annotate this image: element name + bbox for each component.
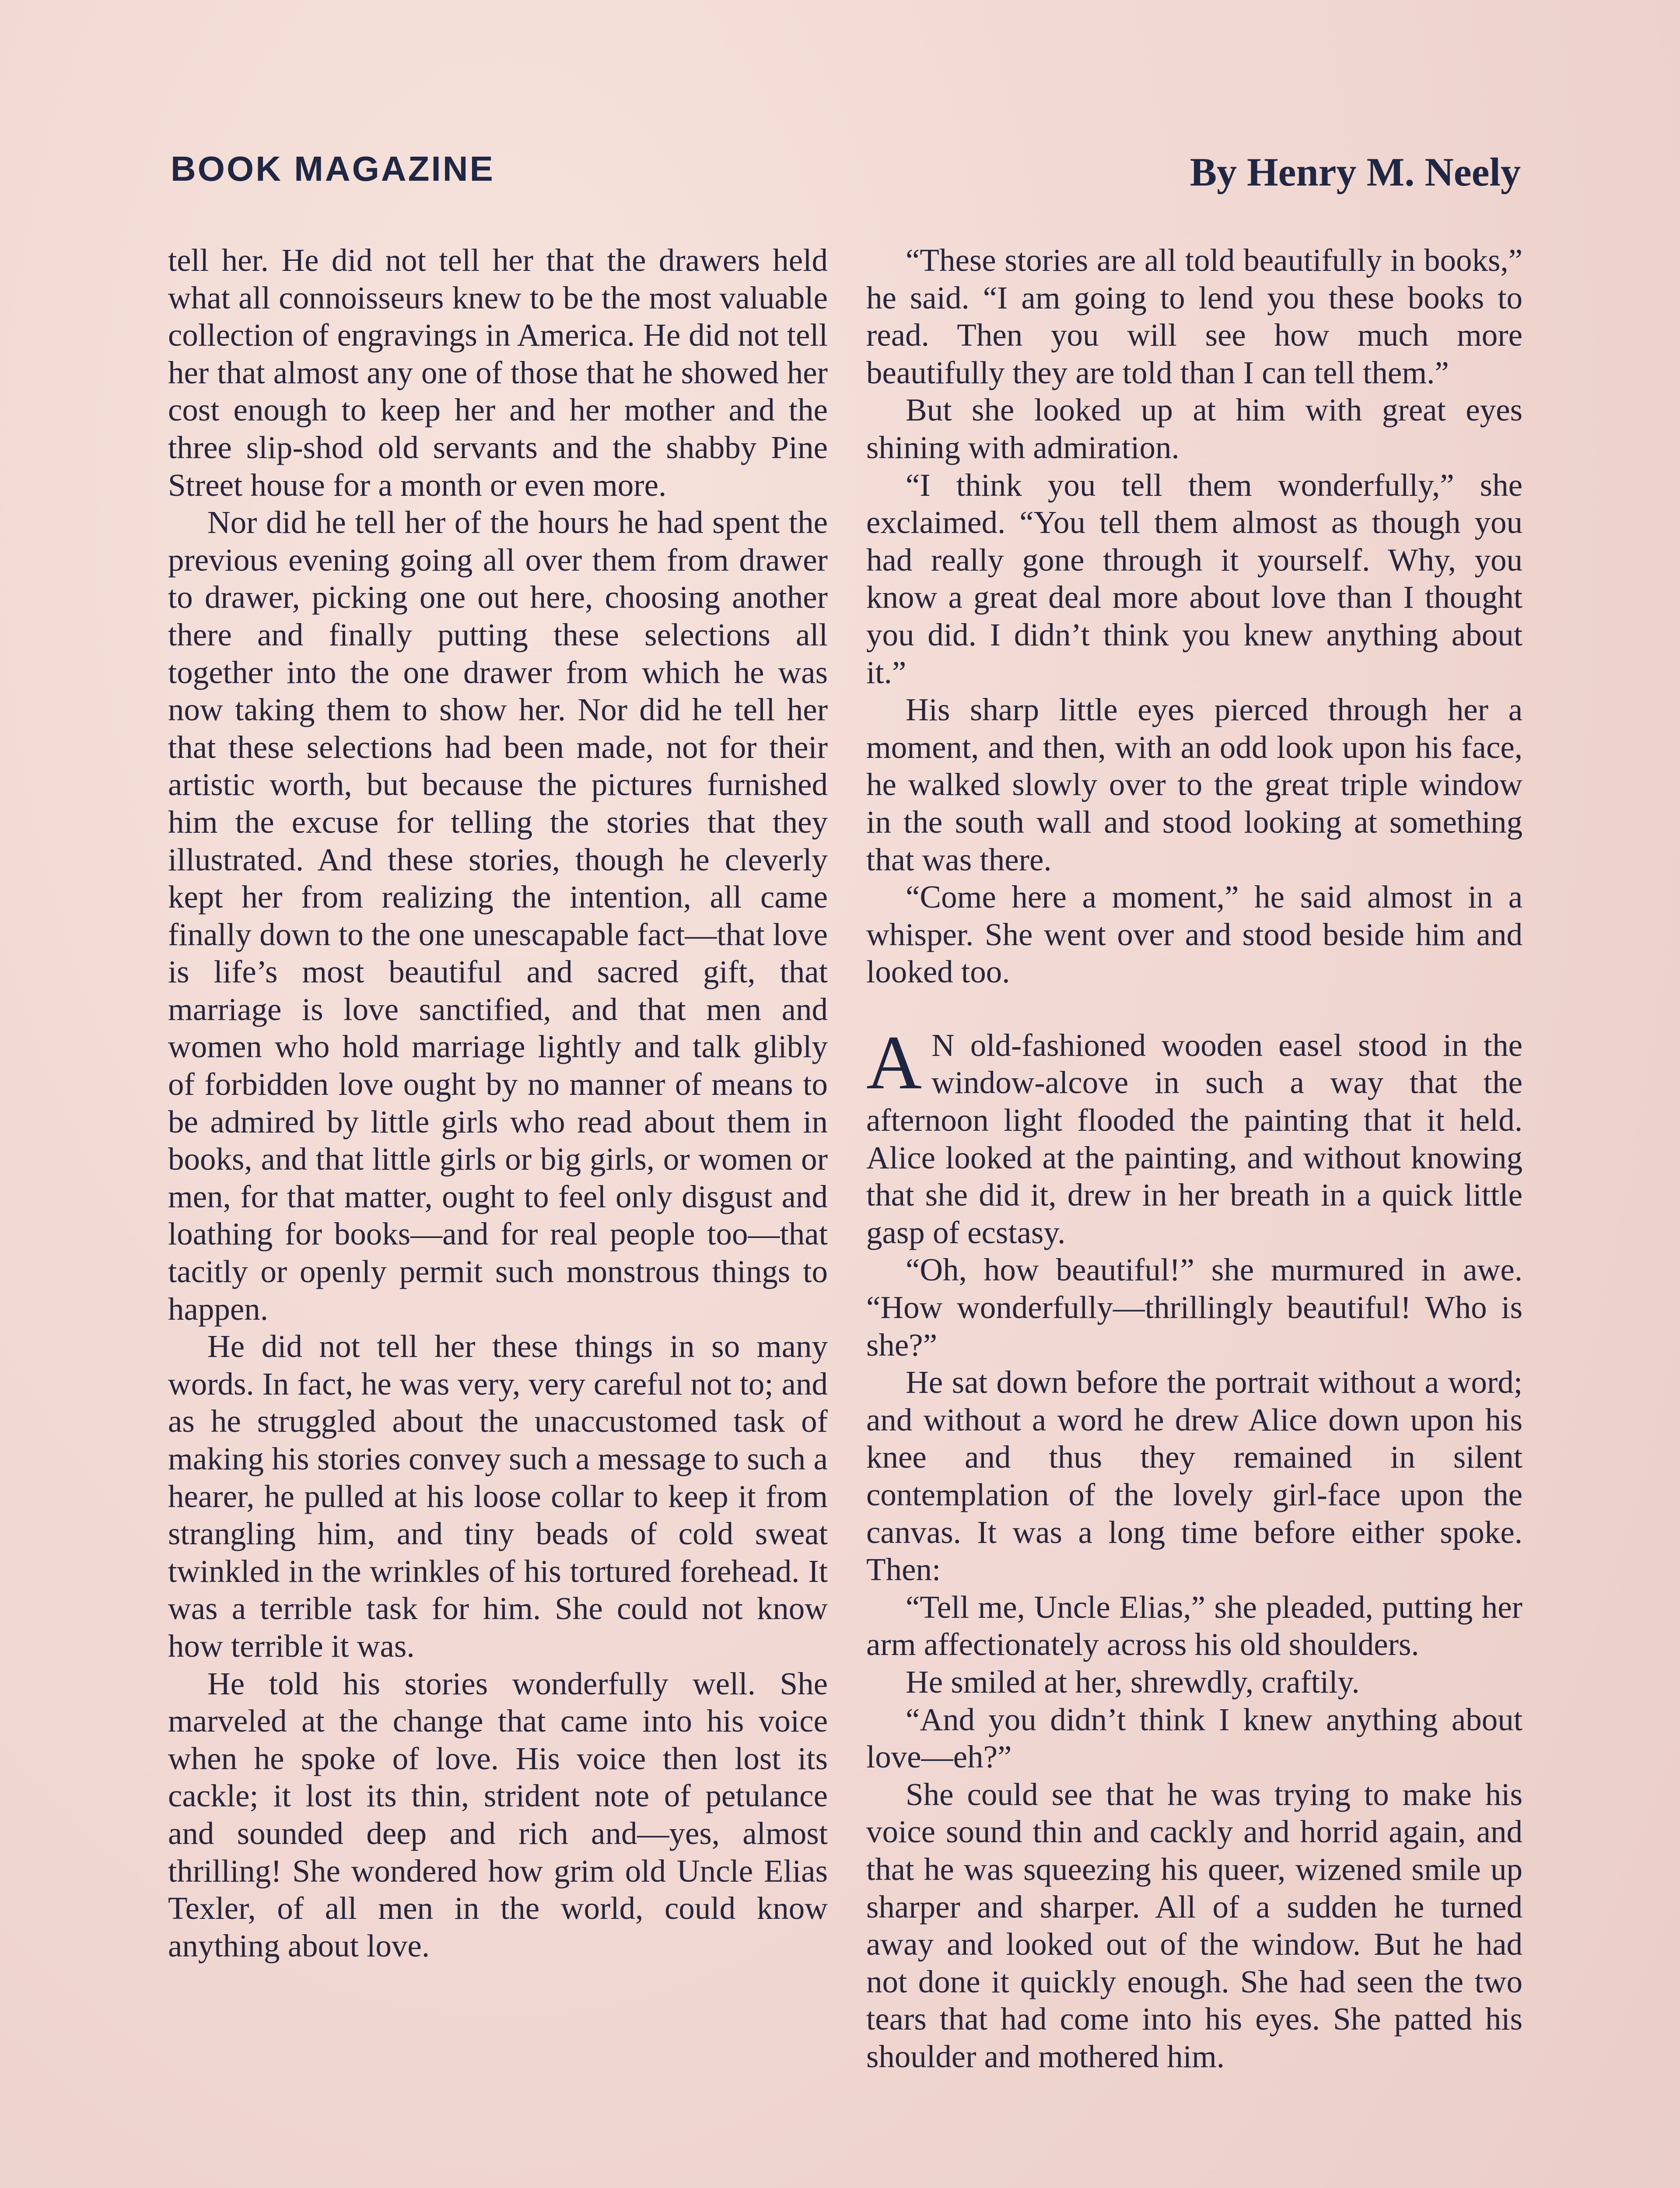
paragraph: Nor did he tell her of the hours he had spent the previous evening going all over them from drawer to drawer, picking one out here, choosing another there and finally putting these selections all together into the one drawer from which he was now taking them to show her. Nor did he tell her that these selections had been made, not for their artistic worth, but because the pictures furnished him the excuse for telling the stories that they illustrated. And these stories, though he cleverly kept her from realizing the intention, all came finally down to the one unescapable fact—that love is life’s most beautiful and sacred gift, that marriage is love sanctified, and that men and women who hold marriage lightly and talk glibly of forbidden love ought by no manner of means to be admired by little girls who read about them in books, and that little girls or big girls, or women or men, for that matter, ought to feel only disgust and loathing for books—and for real people too—that tacitly or openly permit such monstrous things to happen.	[168, 505, 828, 1327]
right-text-column	[866, 242, 1522, 2076]
paragraph: But she looked up at him with great eyes shining with admiration.	[866, 392, 1522, 465]
paragraph: “These stories are all told beautifully in books,” he said. “I am going to lend you these books to read. Then you will see how much more beautifully they are told than I can tell them.”	[866, 242, 1522, 390]
paragraph: He smiled at her, shrewdly, craftily.	[906, 1664, 1360, 1700]
drop-cap-letter: A	[866, 1020, 922, 1105]
left-text-column	[168, 242, 828, 1964]
paragraph: His sharp little eyes pierced through her a moment, and then, with an odd look upon his face, he walked slowly over to the great triple window in the south wall and stood looking at something that was there.	[866, 692, 1522, 877]
paragraph: “Oh, how beautiful!” she murmured in awe. “How wonderfully—thrillingly beautiful! Who is she?”	[866, 1252, 1522, 1363]
running-head-magazine-title: BOOK MAGAZINE	[171, 149, 495, 188]
paragraph: “And you didn’t think I knew anything about love—eh?”	[866, 1701, 1522, 1775]
dropcap-paragraph-text: N old-fashioned wooden easel stood in the window-alcove in such a way that the afternoon light flooded the painting that it held. Alice looked at the painting, and without knowing that she did it, drew in her breath in a quick little gasp of ecstasy.	[866, 1027, 1522, 1250]
paragraph: He told his stories wonderfully well. She marveled at the change that came into his voice when he spoke of love. His voice then lost its cackle; it lost its thin, strident note of petulance and sounded deep and rich and—yes, almost thrilling! She wondered how grim old Uncle Elias Texler, of all men in the world, could know anything about love.	[168, 1666, 828, 1964]
paragraph: He did not tell her these things in so many words. In fact, he was very, very careful not to; and as he struggled about the unaccustomed task of making his stories convey such a message to such a hearer, he pulled at his loose collar to keep it from strangling him, and tiny beads of cold sweat twinkled in the wrinkles of his tortured forehead. It was a terrible task for him. She could not know how terrible it was.	[168, 1329, 828, 1664]
running-head-author-byline: By Henry M. Neely	[1190, 150, 1521, 194]
paragraph: “Come here a moment,” he said almost in a whisper. She went over and stood beside him and looked too.	[866, 879, 1522, 990]
section-break	[866, 991, 1522, 1027]
dropcap-paragraph	[866, 1020, 1522, 1252]
paragraph: “Tell me, Uncle Elias,” she pleaded, putting her arm affectionately across his old shoulders.	[866, 1589, 1522, 1662]
paragraph: “I think you tell them wonderfully,” she exclaimed. “You tell them almost as though you had really gone through it yourself. Why, you know a great deal more about love than I thought you did. I didn’t think you knew anything about it.”	[866, 467, 1522, 690]
paragraph: She could see that he was trying to make his voice sound thin and cackly and horrid again, and that he was squeezing his queer, wizened smile up sharper and sharper. All of a sudden he turned away and looked out of the window. But he had not done it quickly enough. She had seen the two tears that had come into his eyes. She patted his shoulder and mothered him.	[866, 1776, 1522, 2074]
paragraph: tell her. He did not tell her that the drawers held what all connoisseurs knew to be the most valuable collection of engravings in America. He did not tell her that almost any one of those that he showed her cost enough to keep her and her mother and the three slip-shod old servants and the shabby Pine Street house for a month or even more.	[168, 242, 828, 503]
paragraph: He sat down before the portrait without a word; and without a word he drew Alice down upon his knee and thus they remained in silent contemplation of the lovely girl-face upon the canvas. It was a long time before either spoke. Then:	[866, 1364, 1522, 1588]
